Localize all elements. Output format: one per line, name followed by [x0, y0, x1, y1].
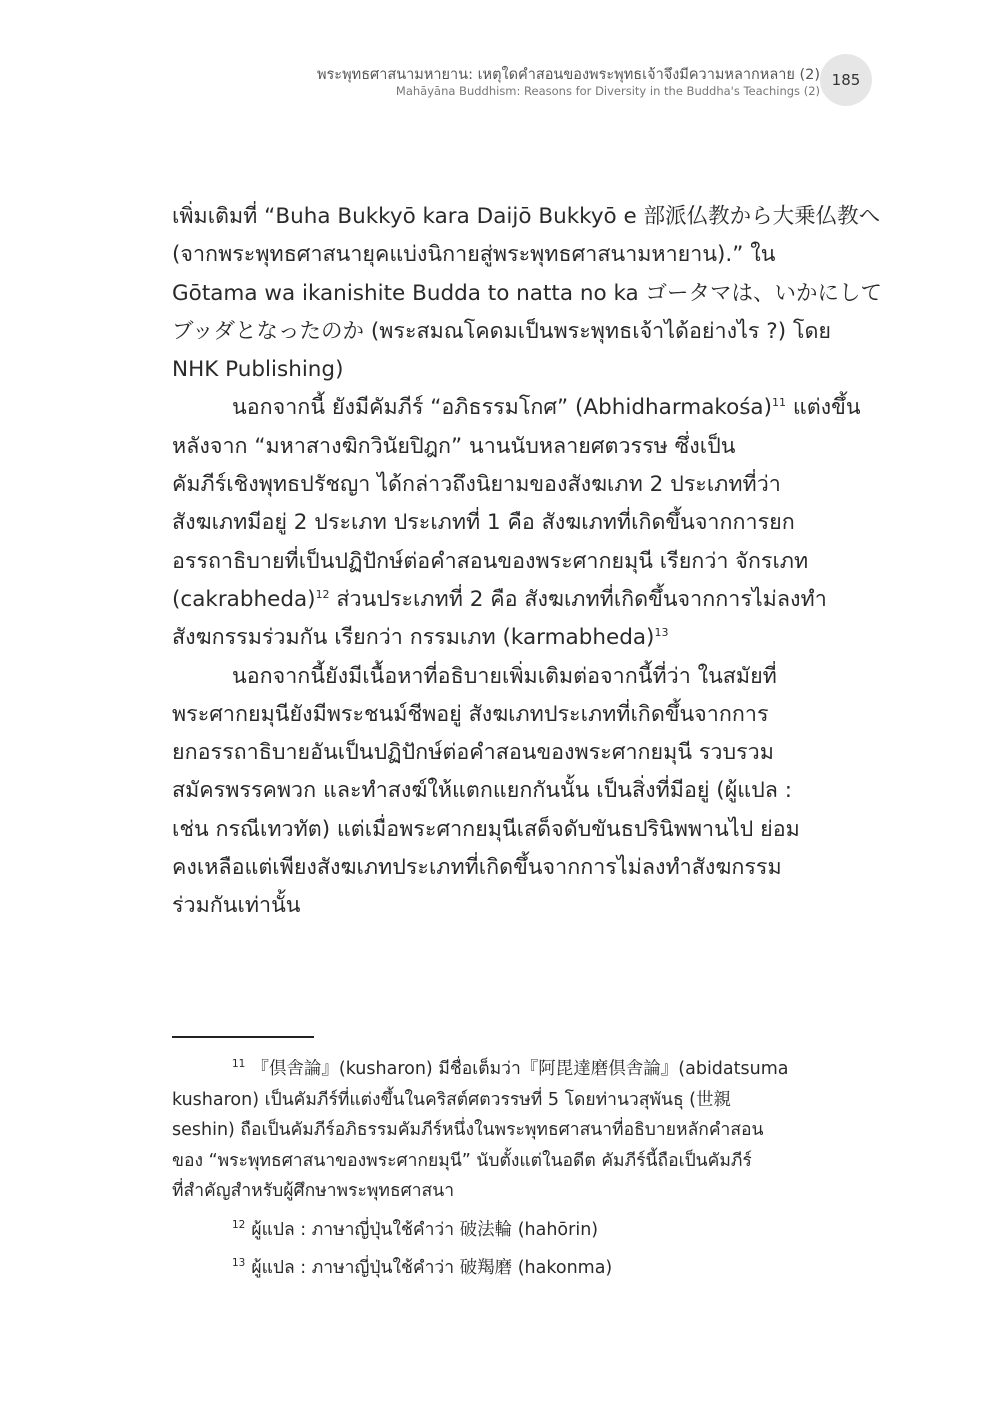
text-line: ブッダとなったのか (พระสมณโคดมเป็นพระพุทธเจ้าได้อย่างไร ?) โดย: [172, 318, 832, 344]
text-line: ร่วมกันเท่านั้น: [172, 893, 301, 919]
text-line: เพิ่มเติมที่ “Buha Bukkyō kara Daijō Bukkyō e 部派仏教から大乗仏教へ: [172, 204, 881, 229]
footnote-ref-11: 11: [772, 396, 786, 410]
text-line: นอกจากนี้ยังมีเนื้อหาที่อธิบายเพิ่มเติมต่อจากนี้ที่ว่า ในสมัยที่: [232, 663, 777, 689]
footnote-12: [172, 1215, 860, 1246]
text-line: สังฆเภทมีอยู่ 2 ประเภท ประเภทที่ 1 คือ สังฆเภทที่เกิดขึ้นจากการยก: [172, 510, 795, 536]
footnote-11-line: kusharon) เป็นคัมภีร์ที่แต่งขึ้นในคริสต์ศตวรรษที่ 5 โดยท่านวสุพันธุ (世親: [172, 1089, 732, 1110]
text-line: หลังจาก “มหาสางฆิกวินัยปิฎก” นานนับหลายศตวรรษ ซึ่งเป็น: [172, 433, 736, 459]
text-span: แต่งขึ้น: [786, 395, 861, 421]
footnote-text: 『倶舎論』(kusharon) มีชื่อเต็มว่า『阿毘達磨倶舎論』(abidatsuma: [251, 1059, 789, 1079]
text-line: อรรถาธิบายที่เป็นปฏิปักษ์ต่อคำสอนของพระศากยมุนี เรียกว่า จักรเภท: [172, 548, 809, 574]
text-line: คงเหลือแต่เพียงสังฆเภทประเภทที่เกิดขึ้นจากการไม่ลงทำสังฆกรรม: [172, 855, 782, 881]
text-span: สังฆกรรมร่วมกัน เรียกว่า กรรมเภท (karmabheda): [172, 625, 655, 651]
text-span: ส่วนประเภทที่ 2 คือ สังฆเภทที่เกิดขึ้นจากการไม่ลงทำ: [329, 586, 827, 612]
text-line: [172, 389, 860, 427]
footnote-number: 13: [232, 1257, 246, 1270]
text-line: พระศากยมุนียังมีพระชนม์ชีพอยู่ สังฆเภทประเภทที่เกิดขึ้นจากการ: [172, 701, 769, 727]
header-title-english: Mahāyāna Buddhism: Reasons for Diversity in the Buddha's Teachings (2): [395, 84, 820, 98]
text-line: (จากพระพุทธศาสนายุคแบ่งนิกายสู่พระพุทธศาสนามหายาน).” ใน: [172, 242, 776, 268]
text-span: (cakrabheda): [172, 586, 316, 612]
text-line: NHK Publishing): [172, 357, 344, 383]
footnote-ref-12: 12: [315, 587, 330, 601]
footnote-11-line: seshin) ถือเป็นคัมภีร์อภิธรรมคัมภีร์หนึ่งในพระพุทธศาสนาที่อธิบายหลักคำสอน: [172, 1120, 764, 1140]
main-text: [172, 198, 883, 926]
footnote-number: 11: [232, 1058, 246, 1071]
footnote-number: 12: [232, 1218, 246, 1231]
text-line: เช่น กรณีเทวทัต) แต่เมื่อพระศากยมุนีเสด็จดับขันธปรินิพพานไป ย่อม: [172, 816, 800, 842]
text-line: Gōtama wa ikanishite Budda to natta no ka ゴータマは、いかにして: [172, 280, 883, 306]
footnote-11-line: ของ “พระพุทธศาสนาของพระศากยมุนี” นับตั้งแต่ในอดีต คัมภีร์นี้ถือเป็นคัมภีร์: [172, 1150, 752, 1171]
footnote-ref-13: 13: [654, 626, 669, 640]
footnote-divider: [172, 1036, 314, 1038]
text-span: นอกจากนี้ ยังมีคัมภีร์ “อภิธรรมโกศ” (Abhidharmakośa): [232, 395, 772, 421]
text-line: สมัครพรรคพวก และทำสงฆ์ให้แตกแยกกันนั้น เป็นสิ่งที่มีอยู่ (ผู้แปล :: [172, 778, 793, 804]
page-number-badge: 185: [820, 54, 872, 106]
text-line: ยกอรรถาธิบายอันเป็นปฏิปักษ์ต่อคำสอนของพระศากยมุนี รวบรวม: [172, 740, 774, 766]
running-header: [317, 66, 820, 98]
text-line: [172, 581, 860, 619]
text-line: คัมภีร์เชิงพุทธปรัชญา ได้กล่าวถึงนิยามของสังฆเภท 2 ประเภทที่ว่า: [172, 472, 781, 498]
footnotes: [172, 1054, 860, 1284]
footnote-11-line: [172, 1054, 860, 1085]
footnote-11-line: ที่สำคัญสำหรับผู้ศึกษาพระพุทธศาสนา: [172, 1181, 455, 1201]
footnote-13: [172, 1253, 860, 1284]
footnote-text: ผู้แปล : ภาษาญี่ปุ่นใช้คำว่า 破羯磨 (hakonma): [251, 1258, 613, 1278]
footnote-text: ผู้แปล : ภาษาญี่ปุ่นใช้คำว่า 破法輪 (hahōrin): [251, 1219, 599, 1240]
header-title-thai: พระพุทธศาสนามหายาน: เหตุใดคำสอนของพระพุทธเจ้าจึงมีความหลากหลาย (2): [316, 67, 820, 83]
text-line: [172, 619, 860, 657]
